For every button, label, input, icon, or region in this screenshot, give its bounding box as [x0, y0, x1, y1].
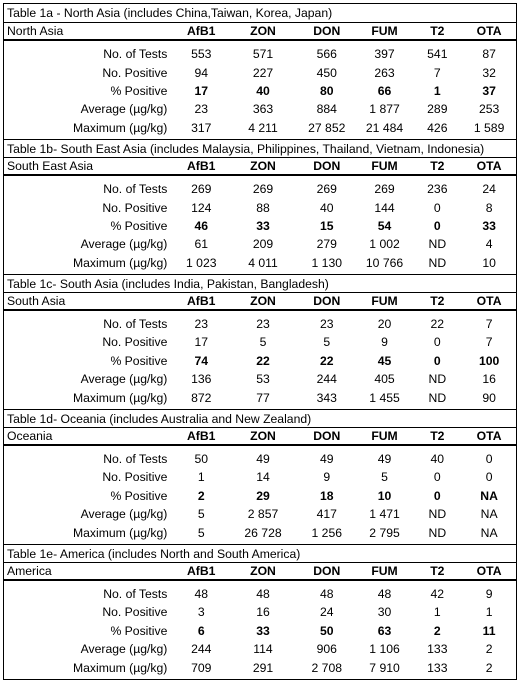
table-cell: 53: [256, 372, 270, 387]
row-label: No. of Tests: [103, 452, 168, 467]
column-header: AfB1: [187, 428, 216, 443]
table-cell: 9: [381, 335, 388, 350]
table-cell: 17: [194, 83, 209, 98]
column-header: OTA: [476, 24, 502, 38]
table-cell: 90: [482, 390, 496, 405]
table-cell: 0: [433, 335, 441, 350]
row-label: Average (µg/kg): [80, 642, 168, 657]
table-cell: 2: [433, 623, 441, 638]
table-row: [4, 333, 516, 351]
table-cell: 23: [194, 102, 209, 117]
table-cell: 45: [377, 353, 392, 368]
table-cell: 10: [482, 255, 496, 270]
table-row: [4, 487, 516, 505]
table-cell: 3: [197, 605, 205, 620]
row-label: % Positive: [110, 488, 168, 503]
row-label: Average (µg/kg): [80, 507, 168, 522]
table-row: [4, 217, 516, 235]
table-row: [4, 100, 516, 118]
table-cell: 23: [319, 317, 334, 332]
table-cell: 1: [433, 605, 441, 620]
table-cell: 5: [381, 470, 388, 485]
table-cell: 269: [191, 182, 212, 197]
row-label: No. of Tests: [103, 47, 168, 62]
column-header: AfB1: [187, 563, 216, 578]
table-cell: 20: [377, 317, 392, 332]
table-cell: 7 910: [369, 660, 400, 675]
table-cell: 0: [485, 452, 493, 467]
table-cell: 0: [433, 470, 441, 485]
table-row: [4, 658, 516, 676]
column-header: T2: [430, 293, 445, 308]
table-cell: 2: [485, 660, 493, 675]
mycotoxin-tables: [3, 3, 517, 680]
table-cell: 1 023: [186, 255, 217, 270]
table-header-row: [4, 23, 516, 41]
table-cell: 884: [316, 102, 337, 117]
table-cell: ND: [428, 372, 447, 387]
table-cell: 1 471: [369, 507, 400, 522]
column-header: T2: [430, 158, 445, 173]
table-row: [4, 370, 516, 388]
table-cell: ND: [428, 237, 447, 252]
table-row: [4, 450, 516, 468]
table-cell: ND: [428, 255, 447, 270]
table-cell: 1 106: [369, 642, 400, 657]
row-label: Average (µg/kg): [80, 237, 168, 252]
table-cell: 66: [377, 83, 392, 98]
table-cell: 48: [194, 587, 209, 601]
row-label: % Positive: [110, 218, 168, 233]
row-label: Maximum (µg/kg): [72, 660, 168, 675]
column-header: FUM: [371, 24, 398, 38]
table-cell: 48: [377, 587, 392, 601]
table-cell: 269: [252, 182, 274, 197]
table-cell: 1: [197, 470, 205, 485]
column-header: ZON: [250, 158, 276, 173]
table-cell: 37: [482, 83, 496, 98]
column-header: ZON: [250, 428, 276, 443]
table-cell: 7: [485, 317, 493, 332]
table-cell: 22: [256, 353, 270, 368]
table-cell: 74: [194, 353, 209, 368]
table-cell: 0: [433, 488, 441, 503]
table-cell: 906: [316, 642, 337, 657]
table-cell: 14: [256, 470, 270, 485]
table-cell: 7: [433, 65, 441, 80]
table-cell: 16: [482, 372, 496, 387]
table-cell: 709: [191, 660, 212, 675]
table-cell: 2 708: [311, 660, 342, 675]
table-cell: 46: [194, 218, 209, 233]
table-cell: 29: [256, 488, 270, 503]
table-cell: 21 484: [365, 120, 404, 135]
table-row: [4, 254, 516, 272]
table-cell: 33: [256, 623, 270, 638]
row-label: No. of Tests: [103, 182, 168, 197]
table-cell: 144: [374, 200, 395, 215]
table-cell: 1 002: [369, 237, 400, 252]
table-cell: 50: [319, 623, 334, 638]
table-row: [4, 63, 516, 81]
table-row: [4, 82, 516, 100]
table-cell: 263: [374, 65, 395, 80]
table-cell: 77: [256, 390, 270, 405]
table-cell: 397: [374, 47, 395, 62]
table-cell: 124: [191, 200, 212, 215]
table-cell: 2: [197, 488, 205, 503]
table-cell: 541: [427, 47, 448, 62]
region-table: [4, 139, 516, 274]
table-cell: NA: [480, 488, 498, 503]
row-label: No. of Tests: [103, 587, 168, 601]
table-cell: 227: [252, 65, 274, 80]
table-row: [4, 468, 516, 486]
table-cell: 63: [377, 623, 392, 638]
table-cell: 0: [433, 353, 441, 368]
table-cell: 54: [377, 218, 392, 233]
region-name: South East Asia: [7, 158, 94, 173]
table-cell: 5: [259, 335, 267, 350]
table-cell: 18: [319, 488, 334, 503]
region-name: North Asia: [7, 24, 64, 38]
table-caption: Table 1b- South East Asia (includes Malaysia, Philippines, Thailand, Vietnam, Indonesia): [4, 139, 516, 158]
column-header: DON: [313, 158, 341, 173]
table-cell: ND: [428, 525, 447, 540]
table-cell: 133: [427, 642, 448, 657]
table-cell: 269: [316, 182, 337, 197]
column-header: ZON: [250, 293, 276, 308]
table-row: [4, 45, 516, 63]
row-label: Average (µg/kg): [80, 372, 168, 387]
table-cell: 2: [485, 642, 493, 657]
table-cell: 1 589: [473, 120, 505, 135]
table-cell: 49: [377, 452, 392, 467]
column-header: ZON: [250, 563, 276, 578]
table-cell: 133: [427, 660, 448, 675]
table-cell: 9: [323, 470, 331, 485]
table-cell: 30: [377, 605, 392, 620]
table-cell: 16: [256, 605, 270, 620]
table-header-row: [4, 293, 516, 311]
table-cell: 6: [197, 623, 205, 638]
table-cell: 114: [253, 642, 273, 657]
table-row: [4, 603, 516, 621]
table-cell: 244: [191, 642, 212, 657]
region-name: Oceania: [7, 428, 53, 443]
table-cell: 94: [194, 65, 209, 80]
table-cell: 32: [482, 65, 496, 80]
table-cell: 48: [256, 587, 270, 601]
table-row: [4, 315, 516, 333]
column-header: ZON: [250, 24, 276, 38]
table-caption: Table 1d- Oceania (includes Australia and New Zealand): [4, 409, 516, 428]
row-label: % Positive: [110, 83, 168, 98]
table-cell: 4 211: [248, 120, 278, 135]
region-name: South Asia: [7, 293, 66, 308]
column-header: FUM: [371, 563, 398, 578]
row-label: No. Positive: [102, 65, 168, 80]
table-cell: 363: [252, 102, 274, 117]
column-header: T2: [430, 24, 445, 38]
table-cell: 253: [478, 102, 500, 117]
row-label: Maximum (µg/kg): [72, 255, 168, 270]
column-header: DON: [313, 24, 341, 38]
table-row: [4, 198, 516, 216]
table-cell: 49: [319, 452, 334, 467]
column-header: DON: [313, 563, 341, 578]
column-header: DON: [313, 428, 341, 443]
row-label: Maximum (µg/kg): [72, 390, 168, 405]
table-cell: 1 256: [311, 525, 342, 540]
table-cell: 1 877: [369, 102, 400, 117]
table-cell: 269: [374, 182, 395, 197]
table-cell: 22: [319, 353, 334, 368]
table-cell: 426: [427, 120, 448, 135]
row-label: No. Positive: [102, 335, 168, 350]
column-header: FUM: [371, 428, 398, 443]
table-cell: 26 728: [244, 525, 282, 540]
table-cell: 50: [194, 452, 209, 467]
table-cell: NA: [480, 507, 498, 522]
table-cell: 5: [197, 525, 205, 540]
table-header-row: [4, 563, 516, 581]
table-cell: 2 795: [369, 525, 400, 540]
table-cell: 100: [478, 353, 500, 368]
row-label: % Positive: [110, 353, 168, 368]
table-cell: 872: [191, 390, 212, 405]
table-cell: 24: [319, 605, 334, 620]
row-label: No. of Tests: [103, 317, 168, 332]
region-table: [4, 409, 516, 544]
table-cell: 244: [316, 372, 337, 387]
table-row: [4, 640, 516, 658]
table-cell: 0: [433, 218, 441, 233]
row-label: No. Positive: [102, 605, 168, 620]
table-cell: 405: [374, 372, 395, 387]
table-row: [4, 585, 516, 603]
table-cell: 27 852: [308, 120, 346, 135]
table-cell: ND: [428, 507, 447, 522]
table-row: [4, 119, 516, 137]
table-row: [4, 352, 516, 370]
table-cell: 49: [256, 452, 270, 467]
row-label: % Positive: [110, 623, 168, 638]
table-cell: 88: [256, 200, 270, 215]
table-cell: 7: [485, 335, 493, 350]
table-cell: 10 766: [365, 255, 404, 270]
table-cell: 0: [433, 200, 441, 215]
table-caption: Table 1a - North Asia (includes China,Taiwan, Korea, Japan): [4, 4, 516, 23]
table-cell: 40: [256, 83, 270, 98]
column-header: AfB1: [187, 158, 216, 173]
region-table: [4, 544, 516, 679]
table-cell: 4: [485, 237, 493, 252]
table-cell: ND: [428, 390, 447, 405]
column-header: DON: [313, 293, 341, 308]
table-cell: 24: [482, 182, 496, 197]
table-cell: 15: [319, 218, 334, 233]
row-label: Maximum (µg/kg): [72, 120, 168, 135]
table-caption: Table 1e- America (includes North and South America): [4, 544, 516, 563]
table-cell: 48: [319, 587, 334, 601]
table-cell: 40: [319, 200, 334, 215]
table-cell: 61: [194, 237, 209, 252]
table-cell: 236: [427, 182, 448, 197]
column-header: FUM: [371, 293, 398, 308]
table-cell: 5: [197, 507, 205, 522]
table-row: [4, 523, 516, 541]
row-label: No. Positive: [102, 470, 168, 485]
table-cell: 317: [191, 120, 212, 135]
table-cell: 80: [319, 83, 334, 98]
table-row: [4, 180, 516, 198]
table-row: [4, 235, 516, 253]
table-cell: 136: [191, 372, 212, 387]
table-cell: 279: [316, 237, 337, 252]
table-cell: 23: [256, 317, 270, 332]
table-cell: 450: [316, 65, 337, 80]
table-cell: 1: [433, 83, 441, 98]
table-cell: 553: [191, 47, 212, 62]
column-header: AfB1: [187, 293, 216, 308]
table-cell: 23: [194, 317, 209, 332]
table-cell: 1 455: [369, 390, 400, 405]
table-cell: 5: [323, 335, 331, 350]
region-table: [4, 274, 516, 409]
row-label: No. Positive: [102, 200, 168, 215]
column-header: OTA: [476, 158, 502, 173]
table-cell: 33: [482, 218, 496, 233]
column-header: T2: [430, 563, 445, 578]
table-row: [4, 505, 516, 523]
table-row: [4, 388, 516, 406]
table-cell: 291: [252, 660, 274, 675]
table-cell: NA: [480, 525, 498, 540]
table-cell: 42: [430, 587, 445, 601]
table-cell: 9: [485, 587, 493, 601]
table-cell: 571: [252, 47, 274, 62]
table-cell: 87: [482, 47, 496, 62]
region-name: America: [7, 563, 52, 578]
table-cell: 209: [252, 237, 274, 252]
table-cell: 1 130: [311, 255, 342, 270]
table-cell: 2 857: [247, 507, 279, 522]
region-table: [4, 4, 516, 139]
table-cell: 33: [256, 218, 270, 233]
table-cell: 566: [316, 47, 337, 62]
table-cell: 1: [485, 605, 493, 620]
table-cell: 40: [430, 452, 445, 467]
table-cell: 10: [377, 488, 392, 503]
column-header: FUM: [371, 158, 398, 173]
column-header: AfB1: [187, 24, 216, 38]
table-cell: 343: [316, 390, 337, 405]
row-label: Average (µg/kg): [80, 102, 168, 117]
column-header: OTA: [476, 428, 502, 443]
table-cell: 4 011: [248, 255, 278, 270]
table-cell: 417: [316, 507, 337, 522]
table-header-row: [4, 158, 516, 176]
column-header: OTA: [476, 563, 502, 578]
table-row: [4, 622, 516, 640]
table-cell: 289: [427, 102, 448, 117]
table-cell: 0: [485, 470, 493, 485]
table-cell: 17: [194, 335, 209, 350]
table-cell: 22: [430, 317, 445, 332]
table-caption: Table 1c- South Asia (includes India, Pakistan, Bangladesh): [4, 274, 516, 293]
column-header: OTA: [476, 293, 502, 308]
table-cell: 8: [485, 200, 493, 215]
column-header: T2: [430, 428, 445, 443]
table-cell: 11: [482, 623, 496, 638]
row-label: Maximum (µg/kg): [72, 525, 168, 540]
table-header-row: [4, 428, 516, 446]
